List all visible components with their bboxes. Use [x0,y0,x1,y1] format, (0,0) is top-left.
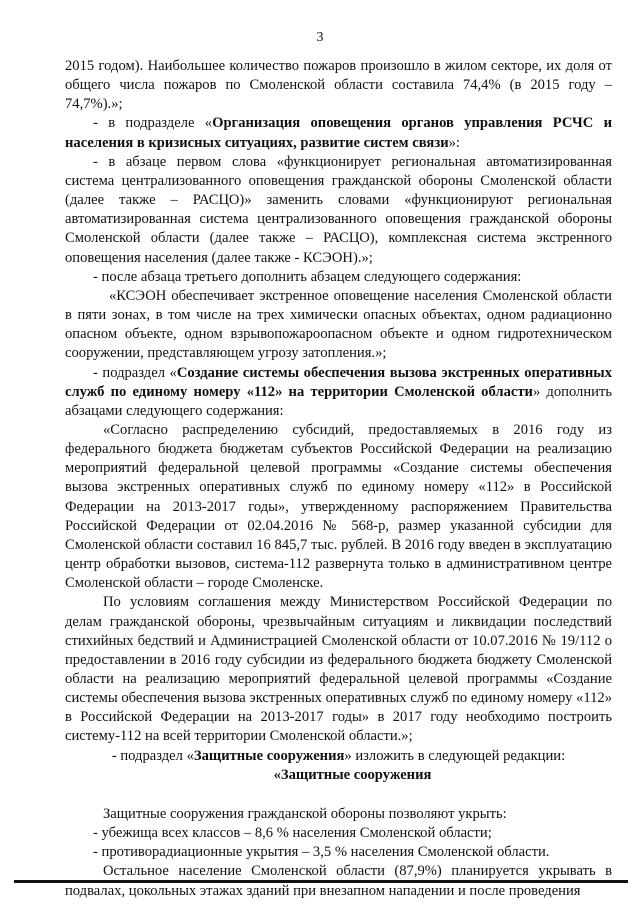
paragraph [65,747,612,766]
paragraph [65,114,612,152]
text-run: » изложить в следующей редакции: [344,747,566,764]
paragraph [65,766,612,785]
text-run: »: [448,134,460,151]
paragraph [65,153,612,268]
text-run: Защитные сооружения гражданской обороны позволяют укрыть: [103,805,507,822]
text-run: «Согласно распределению субсидий, предоставляемых в 2016 году из федерального бюджета бюджетам субъектов Российской Федерации на реализацию мероприятий федеральной целевой программы «Создание системы обеспечения вызова экстренных оперативных служб по единому номеру «112» в Российской Федерации на 2013-2017 годы», утвержденному распоряжением Правительства Российской Федерации от 02.04.2016 № 568-р, размер указанной субсидии для Смоленской области составил 16 845,7 тыс. рублей. В 2016 году введен в эксплуатацию центр обработки вызовов, система-112 развернута только в административном центре Смоленской области – городе Смоленске. [65,421,612,592]
paragraph [65,593,612,746]
paragraph [65,287,612,364]
text-run: - убежища всех классов – 8,6 % населения Смоленской области; [93,825,492,842]
text-run: - противорадиационные укрытия – 3,5 % населения Смоленской области. [93,844,550,861]
bold-text: Защитные сооружения [193,747,345,764]
text-run: - после абзаца третьего дополнить абзацем следующего содержания: [93,268,522,285]
bold-text: Создание системы обеспечения вызова экстренных оперативных служб по единому номеру «112» на территории Смоленской области [65,364,612,400]
footer-rule [14,880,628,883]
text-run: По условиям соглашения между Министерством Российской Федерации по делам гражданской обороны, чрезвычайным ситуациям и ликвидации последствий стихийных бедствий и Администрацией Смоленской области от 10.07.2016 № 19/112 о предоставлении в 2016 году субсидии из федерального бюджета бюджету Смоленской области на реализацию мероприятий федеральной целевой программы «Создание системы обеспечения вызова экстренных оперативных служб по единому номеру «112» в Российской Федерации на 2013-2017 годы» в 2017 году необходимо построить систему-112 на всей территории Смоленской области.»; [65,594,612,745]
paragraph-spacer [65,785,612,805]
paragraph [65,805,612,824]
paragraph [65,57,612,114]
text-run: «Защитные сооружения [273,766,432,783]
paragraph [65,843,612,862]
text-run: - подраздел « [93,364,177,381]
paragraph [65,268,612,287]
text-run: 2015 годом). Наибольшее количество пожаров произошло в жилом секторе, их доля от общего числа пожаров по Смоленской области составила 74,4% (в 2015 году – 74,7%).»; [65,58,612,113]
text-run: - в подразделе « [93,115,213,132]
paragraph [65,824,612,843]
page-number: 3 [316,30,324,45]
text-run: «КСЭОН обеспечивает экстренное оповещение населения Смоленской области в пяти зонах, в том числе на трех химически опасных объектах, одном радиационно опасном объекте, одном взрывопожароопасном объекте и одном гидротехническом сооружении, представляющем угрозу затопления.»; [65,287,612,362]
paragraph [65,421,612,593]
text-run: - в абзаце первом слова «функционирует региональная автоматизированная система централизованного оповещения гражданской обороны Смоленской области (далее также – РАСЦО)» заменить словами «функционируют региональная автоматизированная система централизованного оповещения гражданской обороны Смоленской области (далее также – РАСЦО), комплексная система экстренного оповещения населения (далее также - КСЭОН).»; [65,153,612,266]
bold-text: Организация оповещения органов управления РСЧС и населения в кризисных ситуациях, развитие систем связи [65,115,612,151]
text-run: » дополнить абзацами следующего содержания: [65,383,612,419]
paragraph [65,364,612,421]
text-run: - подраздел « [111,747,194,764]
document-body [65,57,612,901]
text-run: Остальное население Смоленской области (87,9%) планируется укрывать в подвалах, цокольных этажах зданий при внезапном нападении и после проведения [65,863,612,899]
